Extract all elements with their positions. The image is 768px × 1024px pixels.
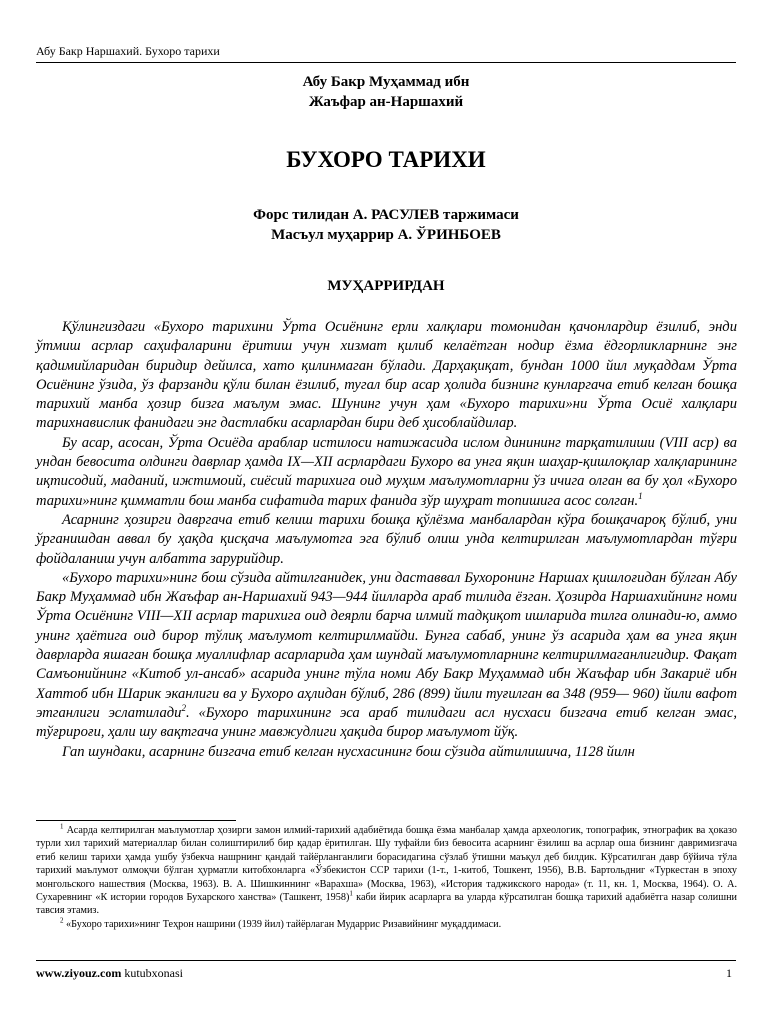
paragraph: Қўлингиздаги «Бухоро тарихини Ўрта Осиёнинг ерли халқлари томонидан қачонлардир ёзилиб, энди ўтмиш асрлар саҳифаларини ёритиш учун хизмат қилиб келаётган нодир ёзма ёдгорликларнинг энг қадимийларидан биридир дейилса, хато қилинмаган бўлади. Дарҳақиқат, бундан 1000 йил муқаддам Ўрта Осиёнинг ўзида, ўз фарзанди қўли билан ёзилиб, тугал бир асар ҳолида бизнинг кунларгача етиб келган бошқа тарихий манба ҳозир бизга маълум эмас. Шунинг учун ҳам «Бухоро тарихи»ни Ўрта Осиё халқлари тарихнавислик фанидаги энг дастлабки асарлардан бири деб ҳисоблайдилар. [36,319,737,432]
page-number: 1 [726,966,732,980]
paragraph: Асарнинг ҳозирги давргача етиб келиш тарихи бошқа қўлёзма манбалардан кўра бошқачароқ бўлиб, уни ўрганишдан аввал бу ҳақда қисқача маълумотга эга бўлиб олиш унда келтирилган маълумотлардан тўғри фойдаланиш учун албатта зарурийдир. [36,511,737,567]
footer-rule [36,960,736,961]
running-header: Абу Бакр Наршахий. Бухоро тарихи [36,44,220,58]
footer-site [36,966,183,981]
header-rule [36,62,736,63]
book-title: БУХОРО ТАРИХИ [286,147,486,172]
author-line-1: Абу Бакр Муҳаммад ибн [302,74,470,90]
footnote-mark: 2 [60,916,64,925]
paragraph: «Бухоро тарихи»нинг бош сўзида айтилганидек, уни даставвал Бухоронинг Наршах қишлоғидан бўлган Абу Бакр Муҳаммад ибн Жаъфар ан-Наршахий 943—944 йилларда араб тилида ёзган. Ҳозирда Наршахийнинг номи Ўрта Осиёнинг VIII—XII асрлар тарихига оид деярли барча илмий тадқиқот ишларида тилга олинади-ю, аммо унинг ҳаётига оид бирор тўлиқ маълумот келтирилмайди. Бунга сабаб, унинг ўз асарида ҳам ва унга яқин даврларда яшаган бошқа муаллифлар асарларида ҳам шундай маълумотларнинг келтирилмаганлигидир. Фақат Самъонийнинг «Китоб ул-ансаб» асарида унинг тўла номи Абу Бакр Муҳаммад ибн Жаъфар ибн Закариё ибн Хаттоб ибн Шарик эканлиги ва у Бухоро аҳлидан бўлиб, 286 (899) йили туғилган ва 348 (959— 960) йили вафот этганлиги эслатилади$^2$. «Бухоро тарихининг эса араб тилидаги асл нусхаси бизгача етиб келган эмас, тўғрироғи, ҳали шу вақтгача унинг мавжудлиги ҳақида бирор маълумот йўқ. [36,569,737,741]
author-block [36,72,736,112]
translator-credit: Форс тилидан А. РАСУЛЕВ таржимаси [253,207,519,223]
author-line-2: Жаъфар ан-Наршахий [308,94,464,110]
footnotes [36,824,737,931]
footnote: $^2$ «Бухоро тарихи»нинг Теҳрон нашрини (1939 йил) тайёрлаган Мударрис Ризавийнинг муқаддимаси. [60,916,502,930]
site-link[interactable]: www.ziyouz.com [36,966,122,980]
editor-credit: Масъул муҳаррир А. ЎРИНБОЕВ [271,227,501,243]
section-title: МУҲАРРИРДАН [327,278,445,294]
footnote-ref[interactable]: 1 [638,490,643,501]
credits-block [36,205,736,245]
footnote-mark: 1 [60,822,64,831]
footnote-inline-mark: 1 [349,889,353,898]
footnote-ref[interactable]: 2 [181,703,186,714]
body-text [36,318,737,762]
paragraph: Гап шундаки, асарнинг бизгача етиб келган нусхасининг бош сўзида айтилишича, 1128 йилн [62,743,635,760]
footnote-separator [36,820,236,821]
paragraph: Бу асар, асосан, Ўрта Осиёда араблар истилоси натижасида ислом динининг тарқатилиши (VIII аср) ва ундан бевосита олдинги даврлар ҳамда IX—XII асрлардаги Бухоро ва унга яқин шаҳар-қишлоқлар халқларининг иқтисодий, маданий, ижтимоий, сиёсий тарихига оид муҳим маълумотларни ўз ичига олган ва бу ҳол «Бухоро тарихи»нинг қимматли бош манба сифатида тарих фанида зўр шуҳрат топишига асос солган.$^1$ [36,434,737,509]
site-suffix: kutubxonasi [121,966,183,980]
footnote: $^1$ Асарда келтирилган маълумотлар ҳозирги замон илмий-тарихий адабиётида бошқа ёзма манбалар ҳамда археологик, топографик, этнографик ва ҳоказо турли хил тарихий материаллар билан солиштирилиб бир қадар ёритилган. Шу туфайли биз бевосита асарнинг ёзилиш ва асрлар оша бизнинг давримизгача етиб келиш тарихи ҳамда ушбу ўзбекча нашрнинг қандай тайёрланганлиги борасидагина сўзлаб ўтишни маъқул деб билдик. Кўрсатилган давр бўйича тўла тарихий маълумот олмоқчи бўлган ҳурматли китобхонларга «Ўзбекистон ССР тарихи (1-т., 1-китоб, Тошкент, 1956), В.В. Бартольдниг «Туркестан в эпоху монгольского нашествия (Москва, 1963). В. А. Шишкиннинг «Варахша» (Москва, 1963), «История таджикского народа» (т. 11, кн. 1, Москва, 1964). О. А. Сухаревнинг «К истории городов Бухарского ханства» (Ташкент, 1958)$^1$ каби йирик асарларга ва уларда кўрсатилган бошқа тарихий адабиётга назар солишни тавсия этамиз. [36,822,738,917]
